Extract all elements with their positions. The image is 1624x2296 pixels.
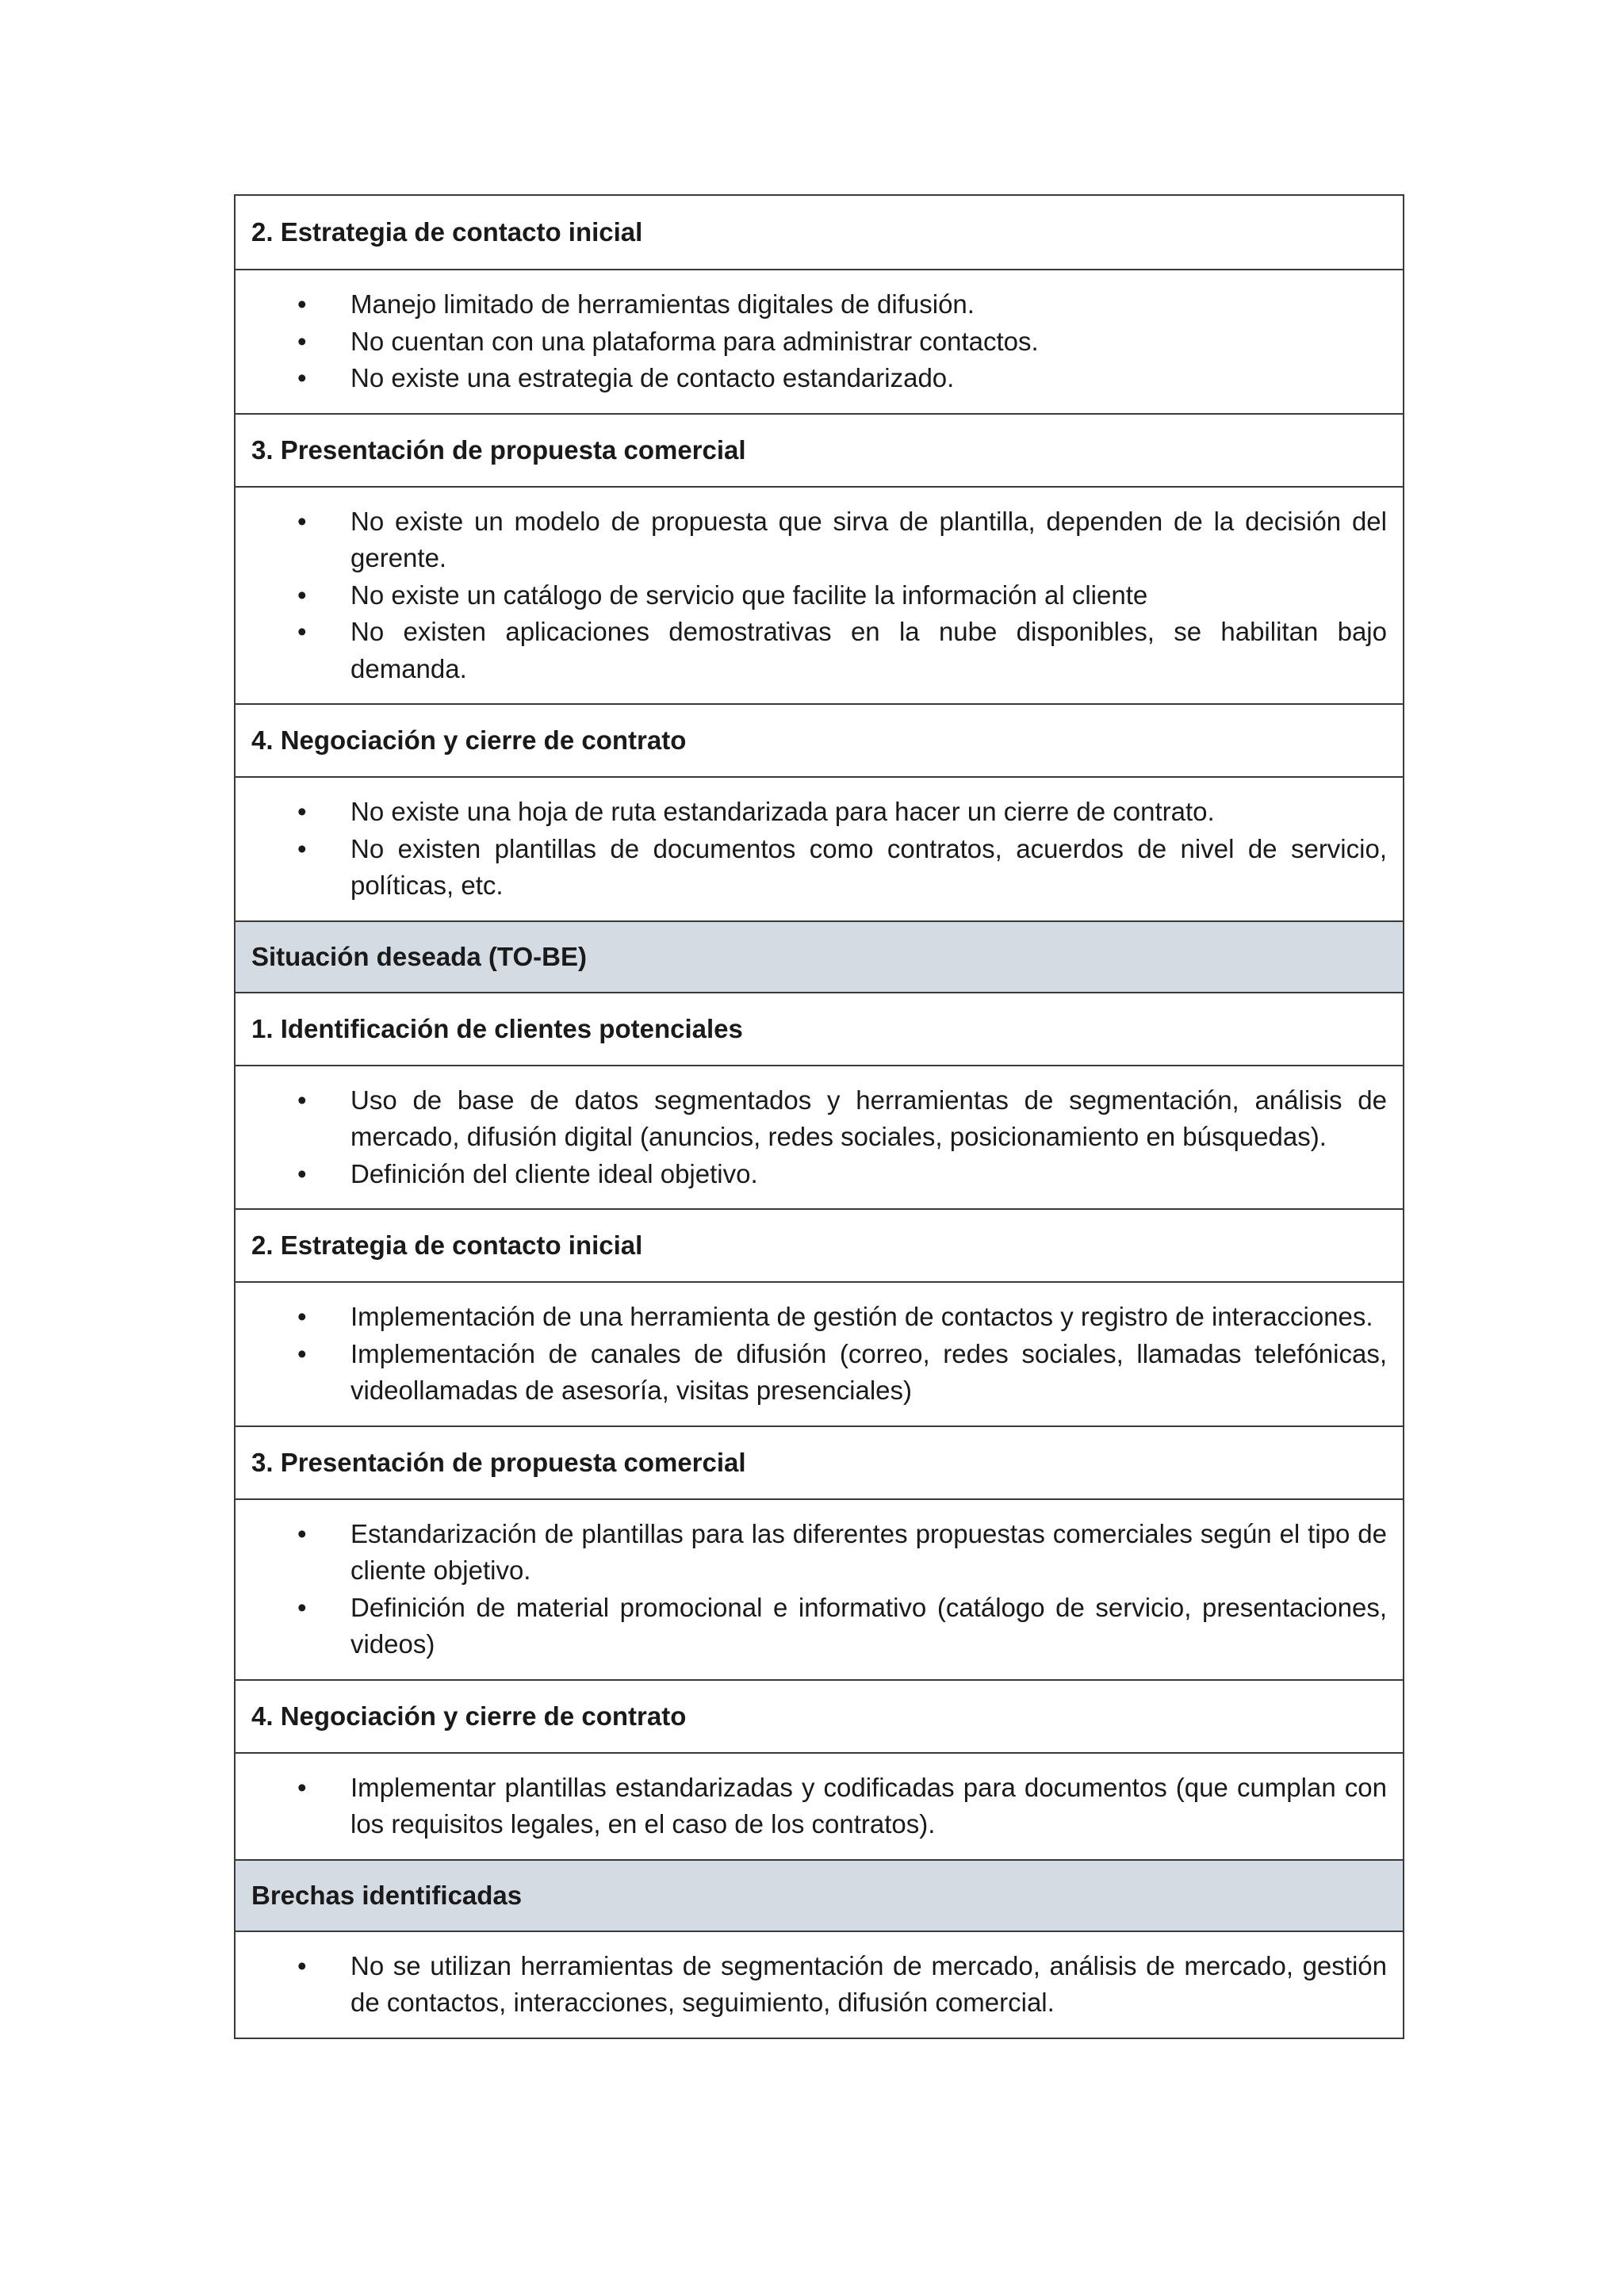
bullet-list xyxy=(236,1948,1387,2022)
row-heading: 4. Negociación y cierre de contrato xyxy=(236,703,1403,776)
bullet-icon: • xyxy=(297,580,307,610)
list-item xyxy=(236,1516,1387,1590)
list-item xyxy=(236,1156,1387,1193)
list-item xyxy=(236,323,1387,361)
bullet-icon: • xyxy=(297,1592,307,1622)
bullet-icon: • xyxy=(297,1158,307,1188)
list-item-text: No existe un catálogo de servicio que facilite la información al cliente xyxy=(350,580,1148,610)
row-heading: 3. Presentación de propuesta comercial xyxy=(236,413,1403,486)
row-bullets xyxy=(236,1065,1403,1209)
list-item-text: No existen plantillas de documentos como contratos, acuerdos de nivel de servicio, políticas, etc. xyxy=(350,833,1387,900)
list-item-text: Implementar plantillas estandarizadas y codificadas para documentos (que cumplan con los requisitos legales, en el caso de los contratos). xyxy=(350,1772,1387,1839)
list-item-text: No existe una hoja de ruta estandarizada para hacer un cierre de contrato. xyxy=(350,797,1215,826)
bullet-icon: • xyxy=(297,1772,307,1802)
list-item-text: No existen aplicaciones demostrativas en la nube disponibles, se habilitan bajo demanda. xyxy=(350,617,1387,683)
section-header: Situación deseada (TO-BE) xyxy=(236,920,1403,992)
bullet-icon: • xyxy=(297,797,307,826)
bullet-icon: • xyxy=(297,1338,307,1368)
bullet-list xyxy=(236,794,1387,905)
bullet-list xyxy=(236,503,1387,688)
list-item xyxy=(236,1948,1387,2022)
list-item-text: No existe un modelo de propuesta que sirva de plantilla, dependen de la decisión del gerente. xyxy=(350,506,1387,572)
bullet-icon: • xyxy=(297,1518,307,1548)
bullet-icon: • xyxy=(297,1950,307,1980)
list-item-text: Definición del cliente ideal objetivo. xyxy=(350,1158,758,1188)
list-item xyxy=(236,503,1387,577)
bullet-list xyxy=(236,1082,1387,1193)
bullet-icon: • xyxy=(297,833,307,863)
bullet-list xyxy=(236,1770,1387,1843)
row-heading: 2. Estrategia de contacto inicial xyxy=(251,217,643,247)
list-item-text: Uso de base de datos segmentados y herramientas de segmentación, análisis de mercado, difusión digital (anuncios, redes sociales, posicionamiento en búsquedas). xyxy=(350,1085,1387,1151)
list-item xyxy=(236,1082,1387,1156)
list-item xyxy=(236,360,1387,397)
row-bullets xyxy=(236,486,1403,704)
row-bullets xyxy=(236,776,1403,920)
row-bullets xyxy=(236,269,1403,413)
bullet-icon: • xyxy=(297,326,307,356)
bullet-icon: • xyxy=(297,617,307,646)
row-bullets xyxy=(236,1281,1403,1425)
row-bullets xyxy=(236,1931,1403,2038)
row-heading: 4. Negociación y cierre de contrato xyxy=(236,1679,1403,1752)
row-bullets xyxy=(236,1752,1403,1859)
list-item-text: Manejo limitado de herramientas digitales de difusión. xyxy=(350,289,975,319)
bullet-icon: • xyxy=(297,506,307,536)
bullet-list xyxy=(236,1516,1387,1663)
list-item-text: Definición de material promocional e informativo (catálogo de servicio, presentaciones, videos) xyxy=(350,1592,1387,1659)
list-item xyxy=(236,577,1387,614)
document-table xyxy=(234,194,1404,2039)
bullet-icon: • xyxy=(297,1302,307,1331)
bullet-list xyxy=(236,1299,1387,1410)
list-item-text: Implementación de canales de difusión (correo, redes sociales, llamadas telefónicas, videollamadas de asesoría, visitas presenciales) xyxy=(350,1338,1387,1405)
list-item xyxy=(236,1770,1387,1843)
bullet-icon: • xyxy=(297,363,307,392)
list-item xyxy=(236,614,1387,687)
list-item xyxy=(236,831,1387,905)
list-item-text: Estandarización de plantillas para las diferentes propuestas comerciales según el tipo de cliente objetivo. xyxy=(350,1518,1387,1585)
list-item-text: No se utilizan herramientas de segmentación de mercado, análisis de mercado, gestión de contactos, interacciones, seguimiento, difusión comercial. xyxy=(350,1950,1387,2017)
list-item-text: No cuentan con una plataforma para administrar contactos. xyxy=(350,326,1039,356)
section-header: Brechas identificadas xyxy=(236,1859,1403,1931)
list-item xyxy=(236,286,1387,323)
list-item xyxy=(236,1299,1387,1336)
list-item-text: No existe una estrategia de contacto estandarizado. xyxy=(350,363,955,392)
bullet-icon: • xyxy=(297,1085,307,1115)
row-bullets xyxy=(236,1498,1403,1679)
list-item xyxy=(236,794,1387,831)
row-heading: 2. Estrategia de contacto inicial xyxy=(236,1208,1403,1281)
row-heading: 1. Identificación de clientes potenciales xyxy=(236,992,1403,1065)
list-item-text: Implementación de una herramienta de gestión de contactos y registro de interacciones. xyxy=(350,1302,1373,1331)
bullet-icon: • xyxy=(297,289,307,319)
list-item xyxy=(236,1336,1387,1410)
bullet-list xyxy=(236,286,1387,397)
row-heading: 3. Presentación de propuesta comercial xyxy=(236,1425,1403,1498)
list-item xyxy=(236,1590,1387,1663)
